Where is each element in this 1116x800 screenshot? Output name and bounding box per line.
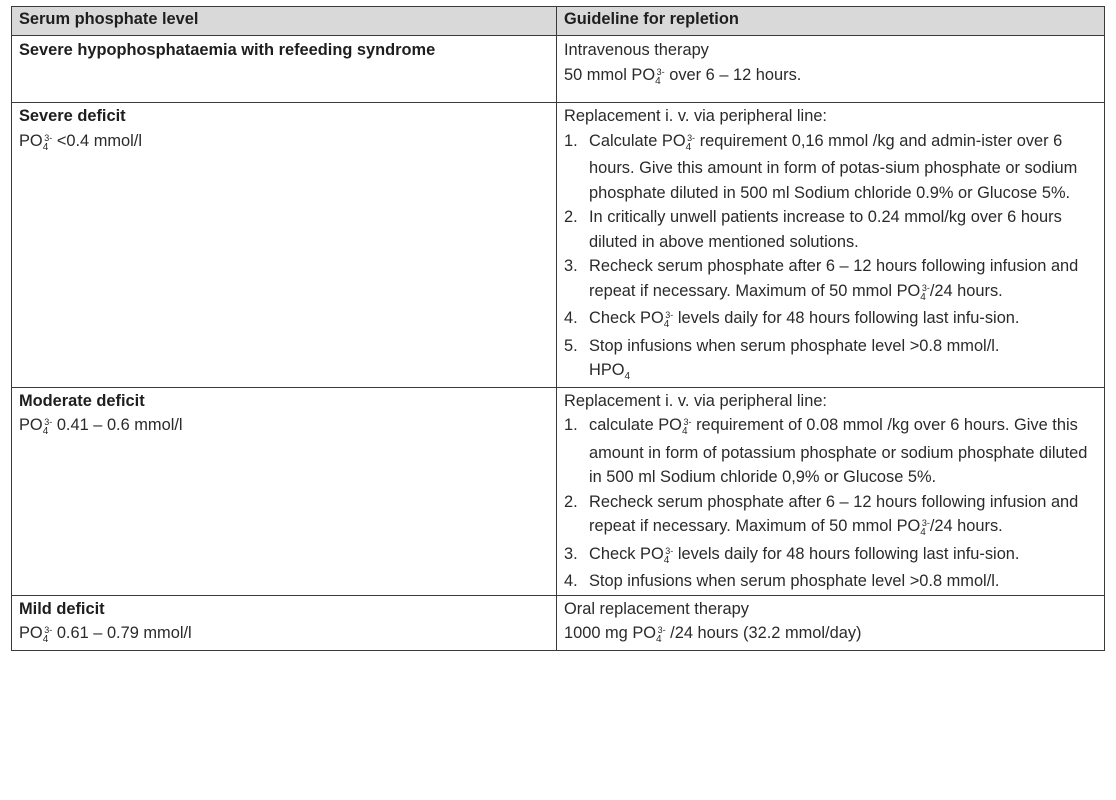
list-item: 4. Stop infusions when serum phosphate level >0.8 mmol/l. <box>564 572 1000 590</box>
guideline-dose: 1000 mg $PO_4^{3-}$ /24 hours (32.2 mmol/day) <box>564 624 862 645</box>
table-row-refeeding <box>12 36 1105 103</box>
guideline-intro: Intravenous therapy <box>564 41 709 59</box>
guideline-steps <box>564 129 1098 386</box>
level-title: Severe hypophosphataemia with refeeding syndrome <box>19 41 436 59</box>
guideline-intro: Replacement i. v. via peripheral line: <box>564 107 827 125</box>
level-cell <box>12 103 557 388</box>
table-row-severe-deficit <box>12 103 1105 388</box>
guideline-intro: Oral replacement therapy <box>564 599 749 618</box>
guideline-steps <box>564 413 1098 594</box>
phosphate-repletion-table <box>11 6 1105 651</box>
level-range: $PO_4^{3-}$ 0.61 – 0.79 mmol/l <box>19 624 192 645</box>
list-item: 3. Recheck serum phosphate after 6 – 12 hours following infusion and repeat if necessary. Maximum of 50 mmol $PO_4^{3-}/24$ hours. <box>564 257 1079 303</box>
level-range: $PO_4^{3-}$ 0.41 – 0.6 mmol/l <box>19 416 183 437</box>
guideline-cell <box>557 595 1105 650</box>
level-cell <box>12 387 557 595</box>
level-title: Moderate deficit <box>19 391 145 410</box>
list-item: 1. calculate $PO_4^{3-}$ requirement of 0.08 mmol /kg over 6 hours. Give this amount in form of potassium phosphate or sodium phosphate diluted in 500 ml Sodium chloride 0,9% or Glucose 5%. <box>564 416 1088 486</box>
level-title: Mild deficit <box>19 599 105 618</box>
list-item: 3. Check $PO_4^{3-}$ levels daily for 48 hours following last infu-sion. <box>564 544 1020 566</box>
guideline-cell <box>557 36 1105 103</box>
table-row-moderate-deficit <box>12 387 1105 595</box>
list-item: 5. Stop infusions when serum phosphate level >0.8 mmol/l. $HPO_4$ <box>564 336 1000 382</box>
table-row-mild-deficit <box>12 595 1105 650</box>
list-item: 2. In critically unwell patients increase to 0.24 mmol/kg over 6 hours diluted in above mentioned solutions. <box>564 208 1062 251</box>
guideline-intro: Replacement i. v. via peripheral line: <box>564 391 827 410</box>
list-item: 4. Check $PO_4^{3-}$ levels daily for 48 hours following last infu-sion. <box>564 309 1020 330</box>
guideline-dose: 50 mmol $PO_4^{3-}$ over 6 – 12 hours. <box>564 65 802 87</box>
header-serum-phosphate-level: Serum phosphate level <box>12 7 557 36</box>
level-cell <box>12 36 557 103</box>
guideline-cell <box>557 103 1105 388</box>
level-title: Severe deficit <box>19 107 126 125</box>
header-guideline-for-repletion: Guideline for repletion <box>557 7 1105 36</box>
level-range: $PO_4^{3-} <0.4$ mmol/l <box>19 131 142 153</box>
header-row <box>12 7 1105 36</box>
list-item: 2. Recheck serum phosphate after 6 – 12 hours following infusion and repeat if necessary. Maximum of 50 mmol $PO_4^{3-}/24$ hours. <box>564 492 1079 538</box>
level-cell <box>12 595 557 650</box>
list-item: 1. Calculate $PO_4^{3-}$ requirement 0,16 mmol /kg and admin-ister over 6 hours. Give this amount in form of potas-sium phosphate or sodium phosphate diluted in 500 ml Sodium chloride 0.9% or Glucose 5%. <box>564 131 1078 202</box>
guideline-cell <box>557 387 1105 595</box>
